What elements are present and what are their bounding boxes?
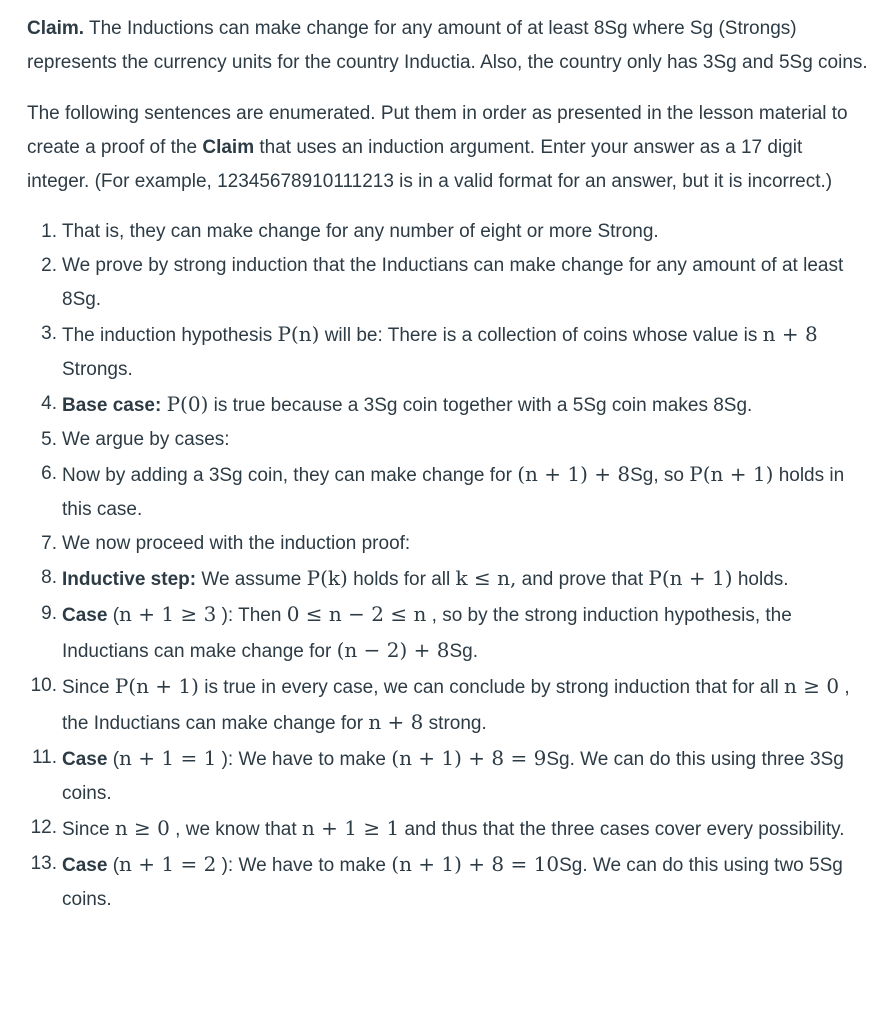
math-expression: n + 1 ≥ 1 <box>301 816 400 840</box>
math-expression: P(n + 1) <box>689 462 774 486</box>
sentence-text: Now by adding a 3Sg coin, they can make change for <box>62 465 518 486</box>
sentence-list <box>27 215 869 917</box>
math-expression: n + 8 <box>762 322 818 346</box>
sentence-8 <box>27 561 869 597</box>
math-expression: P(n) <box>277 322 320 346</box>
sentence-number: 5. <box>41 429 57 450</box>
sentence-text: Strongs. <box>62 359 133 380</box>
sentence-text: Sg. <box>449 641 479 662</box>
math-expression: n + 1 = 2 <box>119 852 217 876</box>
sentence-number: 12. <box>30 817 57 838</box>
sentence-text: ( <box>107 749 120 770</box>
sentence-text: ( <box>107 855 120 876</box>
sentence-bold-label: Case <box>62 855 108 876</box>
sentence-text: , the Inductians can make change for <box>62 677 850 734</box>
instructions-paragraph <box>27 97 869 199</box>
sentence-number: 11. <box>31 747 57 768</box>
sentence-number: 1. <box>41 221 57 242</box>
sentence-bold-label: Inductive step: <box>62 569 197 590</box>
sentence-text: We now proceed with the induction proof: <box>62 533 411 554</box>
instructions-part1: The following sentences are enumerated. Put them in order as presented in the lesson material to create a proof of the <box>27 103 848 158</box>
math-expression: 0 ≤ n − 2 ≤ n <box>286 602 427 626</box>
sentence-text: ): We have to make <box>216 749 392 770</box>
sentence-text: and thus that the three cases cover every possibility. <box>399 819 845 840</box>
sentence-text: ): Then <box>216 605 287 626</box>
sentence-1 <box>27 215 869 249</box>
math-expression: k ≤ n, <box>455 566 517 590</box>
instructions-part2: that uses an induction argument. Enter your answer as a 17 digit integer. (For example, 12345678910111213 is in a valid format for an answer, but it is incorrect.) <box>27 137 833 192</box>
sentence-text: , so by the strong induction hypothesis, the Inductians can make change for <box>62 605 792 662</box>
sentence-number: 13. <box>30 853 57 874</box>
sentence-text: We assume <box>196 569 307 590</box>
sentence-11 <box>27 741 869 811</box>
sentence-number: 2. <box>41 255 57 276</box>
math-expression: P(k) <box>306 566 348 590</box>
claim-paragraph <box>27 12 869 80</box>
sentence-text: We argue by cases: <box>62 429 230 450</box>
sentence-text: That is, they can make change for any number of eight or more Strong. <box>62 221 659 242</box>
math-expression: (n − 2) + 8 <box>336 638 450 662</box>
math-expression: (n + 1) + 8 = 10 <box>391 852 560 876</box>
math-expression: n + 1 = 1 <box>119 746 217 770</box>
instructions-claim-word: Claim <box>202 137 255 158</box>
sentence-13 <box>27 847 869 917</box>
sentence-text: is true because a 3Sg coin together with a 5Sg coin makes 8Sg. <box>208 395 753 416</box>
sentence-bold-label: Case <box>62 749 108 770</box>
sentence-text: Sg, so <box>630 465 690 486</box>
sentence-2 <box>27 249 869 317</box>
sentence-6 <box>27 457 869 527</box>
sentence-text: holds for all <box>347 569 456 590</box>
math-expression: n + 1 ≥ 3 <box>119 602 217 626</box>
sentence-5 <box>27 423 869 457</box>
sentence-number: 9. <box>41 603 57 624</box>
sentence-number: 8. <box>41 567 57 588</box>
math-expression: P(n + 1) <box>648 566 733 590</box>
sentence-bold-label: Case <box>62 605 108 626</box>
sentence-text: ): We have to make <box>216 855 392 876</box>
math-expression: P(n + 1) <box>114 674 199 698</box>
sentence-text: , we know that <box>169 819 302 840</box>
sentence-number: 10. <box>30 675 57 696</box>
math-expression: P(0) <box>166 392 209 416</box>
sentence-3 <box>27 317 869 387</box>
sentence-4 <box>27 387 869 423</box>
sentence-text: Since <box>62 819 115 840</box>
sentence-text: will be: There is a collection of coins whose value is <box>319 325 763 346</box>
claim-text: The Inductions can make change for any amount of at least 8Sg where Sg (Strongs) represents the currency units for the country Inductia. Also, the country only has 3Sg and 5Sg coins. <box>27 18 868 73</box>
math-expression: n + 8 <box>368 710 424 734</box>
math-expression: (n + 1) + 8 <box>517 462 631 486</box>
math-expression: n ≥ 0 <box>114 816 170 840</box>
sentence-number: 6. <box>41 463 57 484</box>
sentence-number: 3. <box>41 323 57 344</box>
sentence-text: The induction hypothesis <box>62 325 278 346</box>
sentence-number: 4. <box>41 393 57 414</box>
sentence-text: ( <box>107 605 120 626</box>
sentence-text: Sg. We can do this using three 3Sg coins. <box>62 749 844 804</box>
sentence-10 <box>27 669 869 741</box>
sentence-text: We prove by strong induction that the Inductians can make change for any amount of at least 8Sg. <box>62 255 844 310</box>
sentence-text: holds. <box>732 569 789 590</box>
math-expression: (n + 1) + 8 = 9 <box>391 746 547 770</box>
sentence-12 <box>27 811 869 847</box>
math-expression: n ≥ 0 <box>784 674 840 698</box>
sentence-text: Sg. We can do this using two 5Sg coins. <box>62 855 843 910</box>
sentence-text: and prove that <box>516 569 649 590</box>
sentence-text: Since <box>62 677 115 698</box>
sentence-7 <box>27 527 869 561</box>
sentence-text: holds in this case. <box>62 465 845 520</box>
sentence-bold-label: Base case: <box>62 395 162 416</box>
sentence-text: is true in every case, we can conclude by strong induction that for all <box>198 677 785 698</box>
sentence-9 <box>27 597 869 669</box>
claim-label: Claim. <box>27 18 85 39</box>
sentence-text: strong. <box>423 713 487 734</box>
sentence-number: 7. <box>41 533 57 554</box>
